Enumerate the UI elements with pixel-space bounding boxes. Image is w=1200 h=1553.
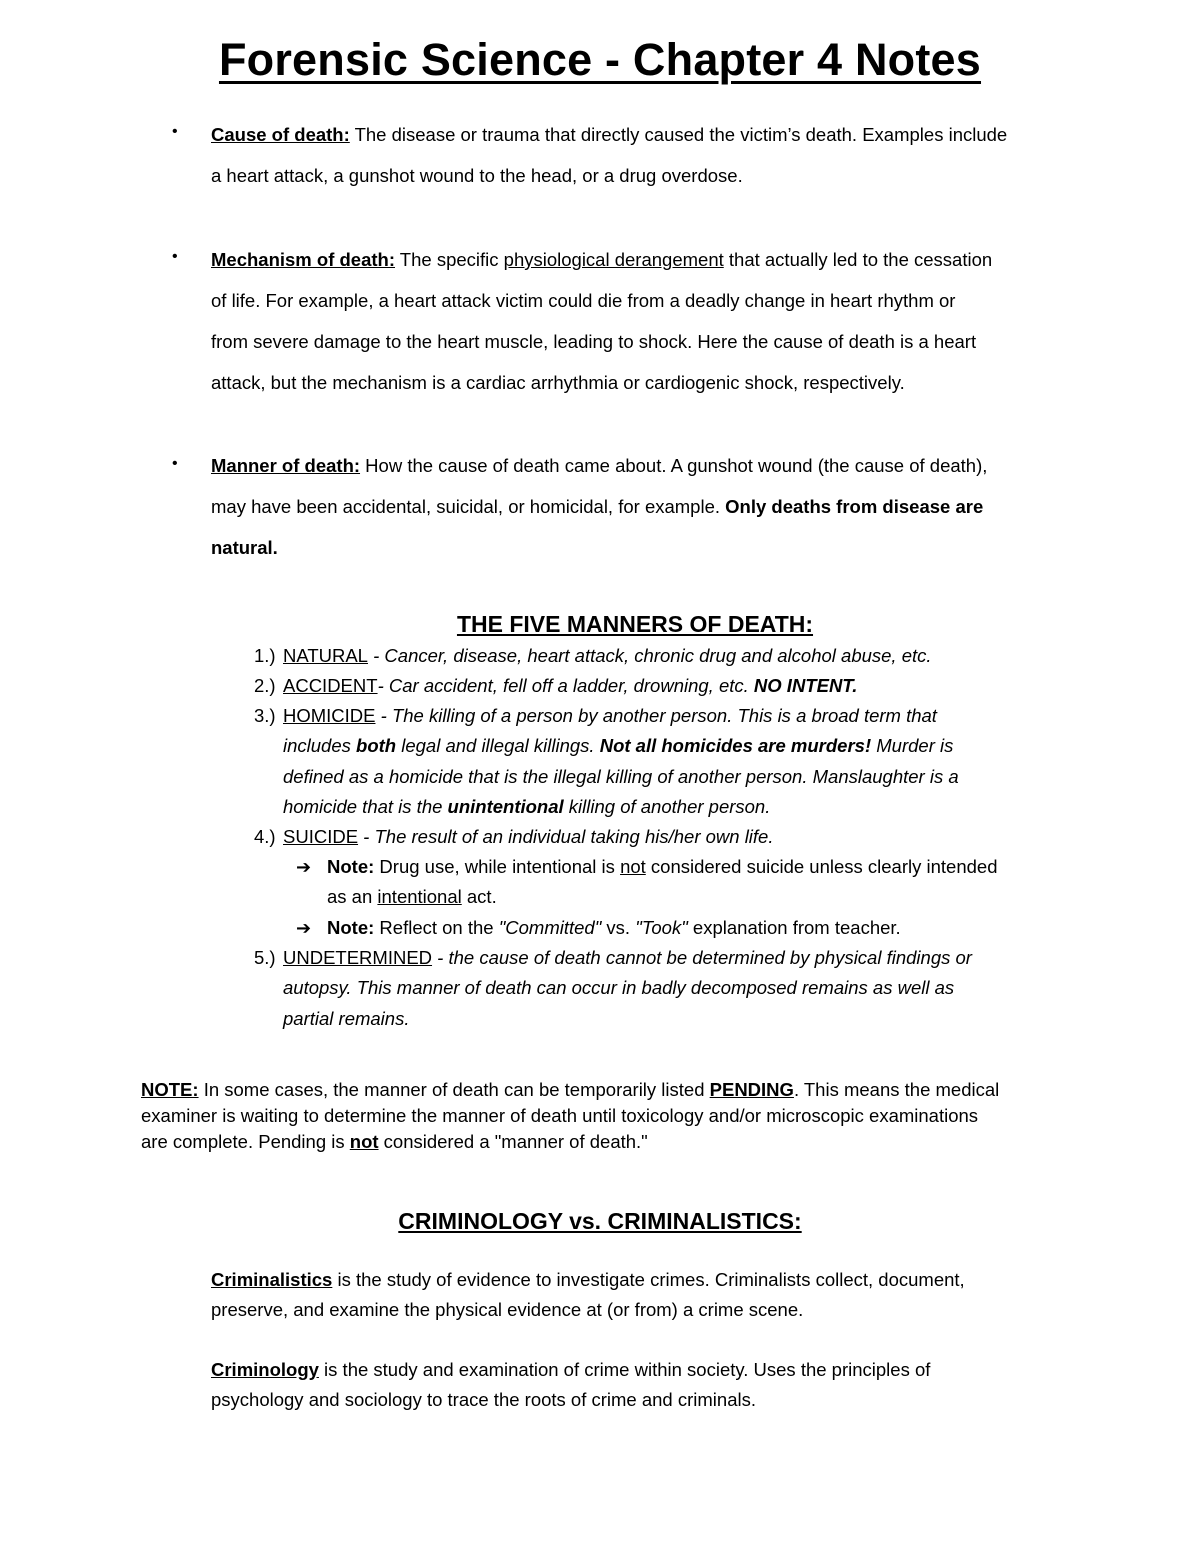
criminalistics-paragraph: Criminalistics is the study of evidence to investigate crimes. Criminalists collect, document, preserve, and examine the physical evidence at (or from) a crime scene.: [211, 1269, 965, 1320]
bullet-icon: •: [172, 123, 178, 140]
bullet-icon: •: [172, 248, 178, 265]
note-item: Note: Reflect on the "Committed" vs. "Took" explanation from teacher.: [327, 917, 901, 938]
note-label: NOTE:: [141, 1079, 199, 1100]
arrow-right-icon: ➔: [296, 918, 312, 938]
term-label: Mechanism of death:: [211, 249, 395, 270]
term-label: Criminalistics: [211, 1269, 333, 1290]
term-label: Manner of death:: [211, 455, 361, 476]
list-number: 2.): [254, 675, 276, 696]
term-label: Cause of death:: [211, 124, 350, 145]
manner-label: HOMICIDE: [283, 705, 376, 726]
list-number: 5.): [254, 947, 276, 968]
list-number: 1.): [254, 645, 276, 666]
criminology-paragraph: Criminology is the study and examination of crime within society. Uses the principles of psychology and sociology to trace the roots of crime and criminals.: [211, 1359, 931, 1410]
document-page: Forensic Science - Chapter 4 Notes • Cause of death: The disease or trauma that directly caused the victim’s death. Examples include a heart attack, a gunshot wound to the head, or a drug overdose. • Mechanism of death: The specific physiological derangement that actually led to the cessation of life. For example, a heart attack victim could die from a deadly change in heart rhythm or from severe damage to the heart muscle, leading to shock. Here the cause of death is a heart attack, but the mechanism is a cardiac arrhythmia or cardiogenic shock, respectively. • Manner of death: How the cause of death came about. A gunshot wound (the cause of death), may have been accidental, suicidal, or homicidal, for example. Only deaths from disease are natural. THE FIVE MANNERS OF DEATH: 1.) NATURAL - Cancer, disease, heart attack, chronic drug and alcohol abuse, etc. 2.) ACCIDENT- Car accident, fell off a ladder, drowning, etc. NO INTENT. 3.) HOMICIDE - The killing of a person by another person. This is a broad term that includes both legal and illegal killings. Not all homicides are murders! Murder is defined as a homicide that is the illegal killing of another person. Manslaughter is a homicide that is the unintentional killing of another person. 4.) SUICIDE - The result of an individual taking his/her own life. ➔ Note: Drug use, while intentional is not considered suicide unless clearly intended as an intentional act. ➔ Note: Reflect on the "Committed" vs. "Took" explanation from teacher. 5.) UNDETERMINED - the cause of death cannot be determined by physical findings or autopsy. This manner of death can occur in badly decomposed remains as well as partial remains. NOTE: In some cases, the manner of death can be temporarily listed PENDING. This means the medical examiner is waiting to determine the manner of death until toxicology and/or microscopic examinations are complete. Pending is not considered a "manner of death." CRIMINOLOGY vs. CRIMINALISTICS: Criminalistics is the study of evidence to investigate crimes. Criminalists collect, document, preserve, and examine the physical evidence at (or from) a crime scene. Criminology is the study and examination of crime within society. Uses the principles of psychology and sociology to trace the roots of crime and criminals.: [0, 0, 1200, 1553]
manners-heading: THE FIVE MANNERS OF DEATH:: [456, 611, 814, 637]
manner-label: SUICIDE: [283, 826, 359, 847]
criminology-heading: CRIMINOLOGY vs. CRIMINALISTICS:: [398, 1208, 802, 1234]
note-item: Note: Drug use, while intentional is not considered suicide unless clearly intended as an intentional act.: [327, 856, 998, 908]
manner-label: UNDETERMINED: [283, 947, 433, 968]
list-number: 3.): [254, 705, 276, 726]
list-number: 4.): [254, 826, 276, 847]
pending-note: NOTE: In some cases, the manner of death can be temporarily listed PENDING. This means the medical examiner is waiting to determine the manner of death until toxicology and/or microscopic examinations are complete. Pending is not considered a "manner of death.": [141, 1079, 1000, 1152]
bullet-icon: •: [172, 455, 178, 472]
term-label: Criminology: [211, 1359, 319, 1380]
manner-label: ACCIDENT: [283, 675, 378, 696]
manner-label: NATURAL: [283, 645, 368, 666]
arrow-right-icon: ➔: [296, 857, 312, 877]
page-title: Forensic Science - Chapter 4 Notes: [218, 34, 982, 85]
